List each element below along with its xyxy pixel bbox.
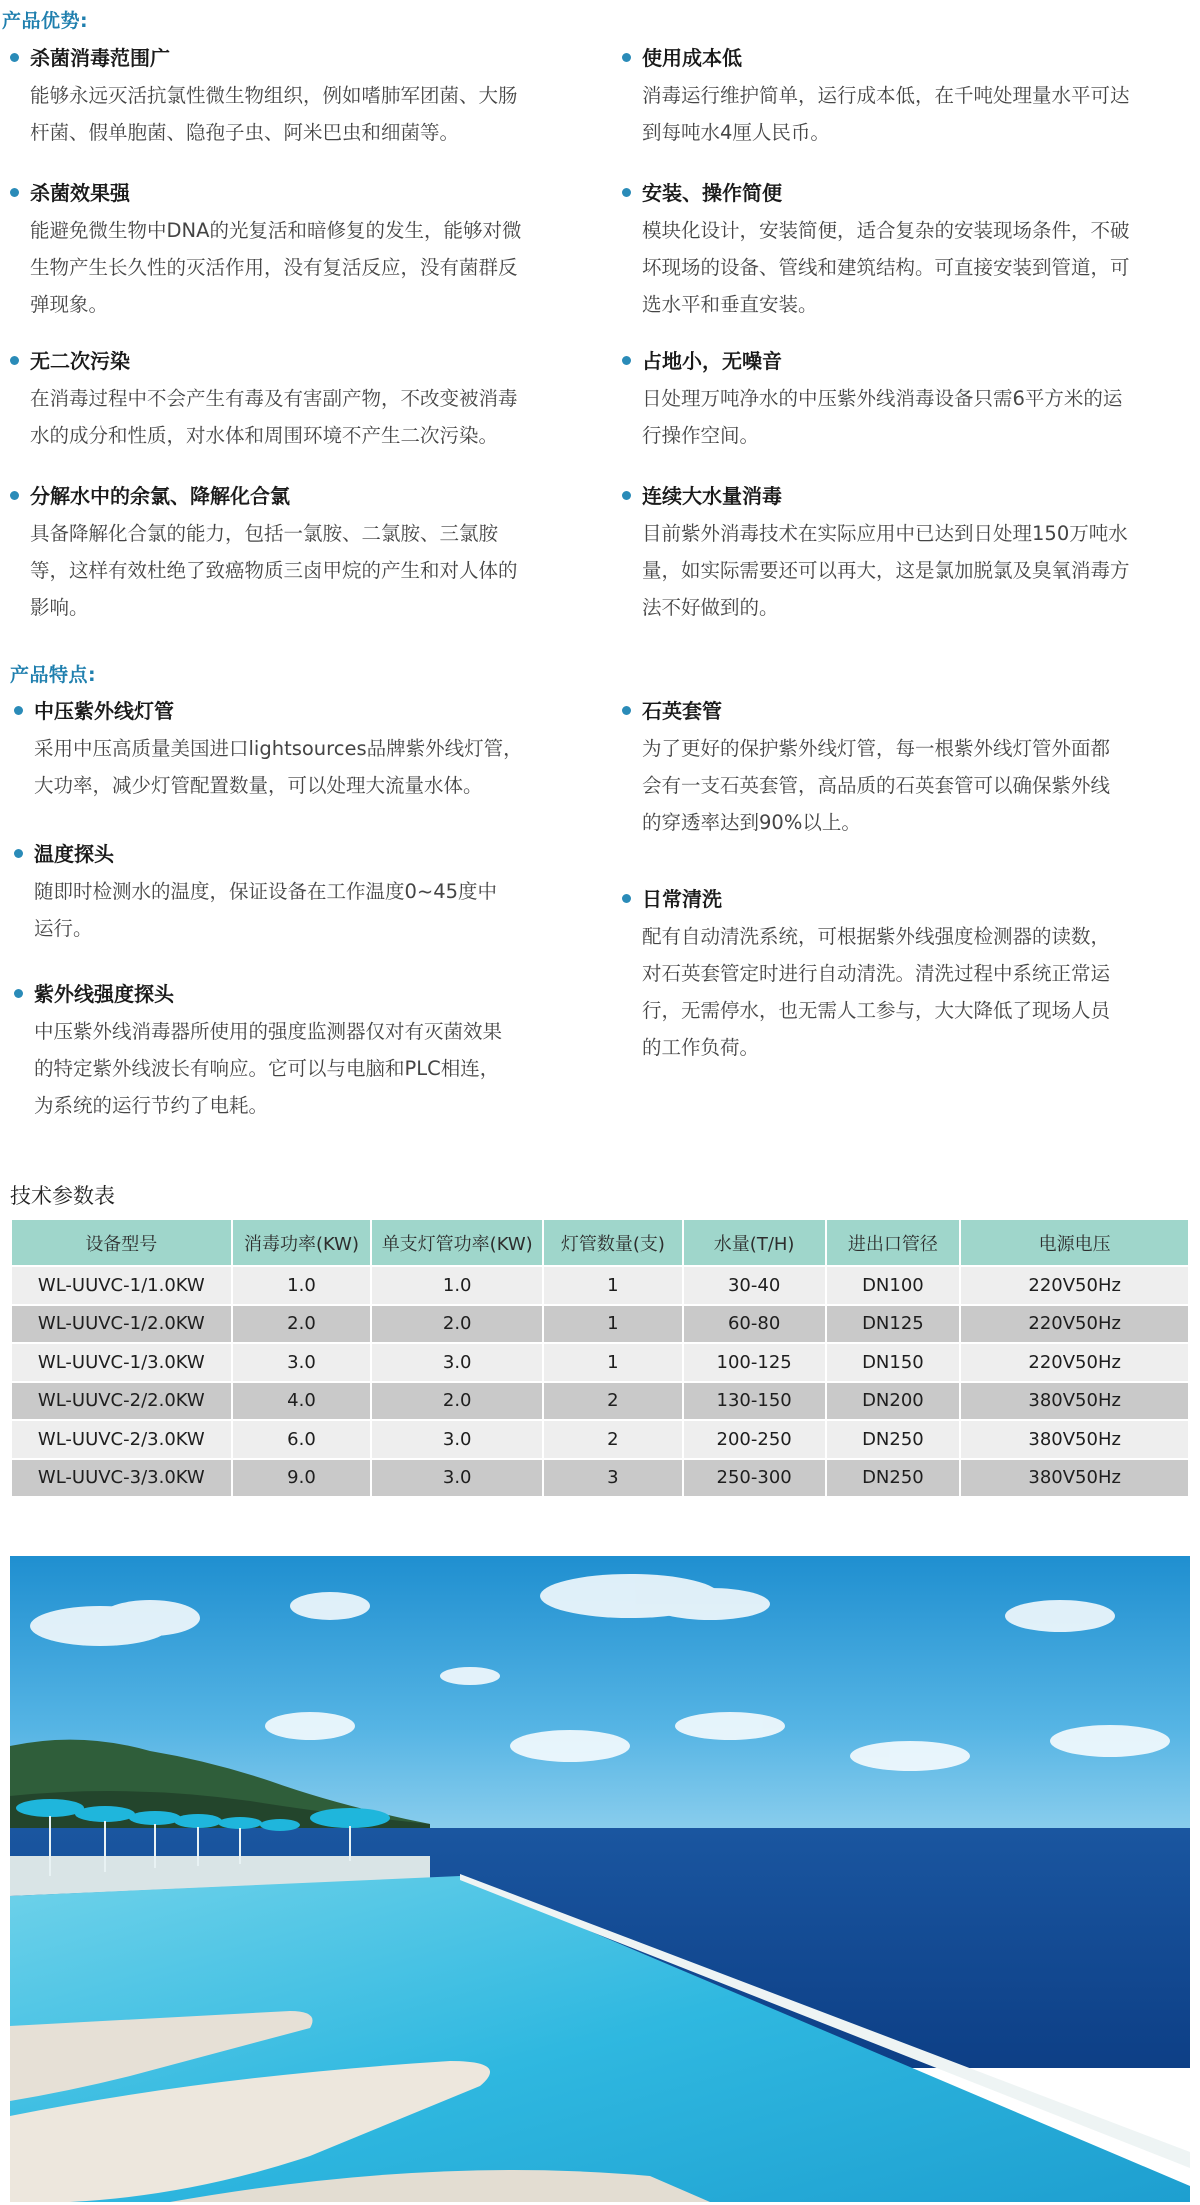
advantage-title: 杀菌消毒范围广 (6, 44, 576, 72)
table-cell: 3.0 (371, 1420, 543, 1459)
advantages-heading: 产品优势: (2, 10, 89, 32)
bullet-icon (14, 989, 23, 998)
advantage-title: 占地小，无噪音 (618, 347, 1188, 375)
bullet-icon (622, 53, 631, 62)
table-cell: 220V50Hz (960, 1305, 1189, 1344)
advantage-item (6, 179, 576, 323)
table-cell: DN200 (826, 1382, 961, 1421)
table-cell: 380V50Hz (960, 1459, 1189, 1498)
feature-desc: 为了更好的保护紫外线灯管，每一根紫外线灯管外面都 会有一支石英套管，高品质的石英套管可以确保紫外线 的穿透率达到90%以上。 (642, 737, 1111, 834)
advantage-desc: 日处理万吨净水的中压紫外线消毒设备只需6平方米的运 行操作空间。 (642, 387, 1123, 447)
table-cell: 220V50Hz (960, 1343, 1189, 1382)
column-header: 灯管数量(支) (543, 1219, 683, 1266)
feature-item (618, 697, 1188, 841)
bullet-icon (14, 849, 23, 858)
feature-item (10, 840, 580, 947)
advantage-title: 无二次污染 (6, 347, 576, 375)
bullet-icon (622, 706, 631, 715)
bullet-icon (622, 188, 631, 197)
table-cell: 2 (543, 1420, 683, 1459)
advantage-item (6, 482, 576, 626)
feature-desc: 中压紫外线消毒器所使用的强度监测器仅对有灭菌效果 的特定紫外线波长有响应。它可以与电脑和PLC相连， 为系统的运行节约了电耗。 (34, 1020, 503, 1117)
advantage-title: 杀菌效果强 (6, 179, 576, 207)
advantage-desc: 能避免微生物中DNA的光复活和暗修复的发生，能够对微 生物产生长久性的灭活作用，没有复活反应，没有菌群反 弹现象。 (30, 219, 522, 316)
column-header: 电源电压 (960, 1219, 1189, 1266)
advantage-desc: 能够永远灭活抗氯性微生物组织，例如嗜肺军团菌、大肠 杆菌、假单胞菌、隐孢子虫、阿米巴虫和细菌等。 (30, 84, 518, 144)
table-row (11, 1420, 1189, 1459)
table-cell: 3.0 (232, 1343, 372, 1382)
advantage-title: 连续大水量消毒 (618, 482, 1188, 510)
advantage-item (618, 44, 1188, 151)
column-header: 水量(T/H) (683, 1219, 826, 1266)
table-cell: 30-40 (683, 1266, 826, 1305)
advantage-item (618, 482, 1188, 626)
table-row (11, 1382, 1189, 1421)
table-cell: 220V50Hz (960, 1266, 1189, 1305)
column-header: 设备型号 (11, 1219, 232, 1266)
advantage-item (6, 44, 576, 151)
advantage-item (6, 347, 576, 454)
advantage-desc: 模块化设计，安装简便，适合复杂的安装现场条件，不破 坏现场的设备、管线和建筑结构。可直接安装到管道，可 选水平和垂直安装。 (642, 219, 1130, 316)
table-cell: WL-UUVC-1/3.0KW (11, 1343, 232, 1382)
column-header: 单支灯管功率(KW) (371, 1219, 543, 1266)
bullet-icon (14, 706, 23, 715)
column-header: 消毒功率(KW) (232, 1219, 372, 1266)
table-cell: 380V50Hz (960, 1420, 1189, 1459)
spec-table-title: 技术参数表 (10, 1184, 115, 1208)
feature-desc: 随即时检测水的温度，保证设备在工作温度0~45度中 运行。 (34, 880, 498, 940)
table-cell: 2.0 (232, 1305, 372, 1344)
bullet-icon (622, 356, 631, 365)
table-cell: DN250 (826, 1420, 961, 1459)
feature-item (10, 980, 580, 1124)
feature-title: 石英套管 (618, 697, 1188, 725)
advantage-item (618, 347, 1188, 454)
table-header-row (11, 1219, 1189, 1266)
advantage-item (618, 179, 1188, 323)
feature-title: 温度探头 (10, 840, 580, 868)
table-cell: 3 (543, 1459, 683, 1498)
feature-title: 紫外线强度探头 (10, 980, 580, 1008)
column-header: 进出口管径 (826, 1219, 961, 1266)
bullet-icon (622, 491, 631, 500)
infinity-pool-illustration (10, 1556, 1190, 2202)
table-cell: 1 (543, 1343, 683, 1382)
advantage-title: 安装、操作简便 (618, 179, 1188, 207)
table-cell: 100-125 (683, 1343, 826, 1382)
table-cell: 1.0 (371, 1266, 543, 1305)
feature-title: 日常清洗 (618, 885, 1188, 913)
spec-table (10, 1218, 1190, 1498)
table-cell: 2.0 (371, 1382, 543, 1421)
bullet-icon (622, 894, 631, 903)
feature-item (10, 697, 580, 804)
bullet-icon (10, 188, 19, 197)
table-cell: 1.0 (232, 1266, 372, 1305)
table-cell: DN250 (826, 1459, 961, 1498)
table-cell: 380V50Hz (960, 1382, 1189, 1421)
table-cell: 3.0 (371, 1343, 543, 1382)
table-cell: WL-UUVC-1/1.0KW (11, 1266, 232, 1305)
feature-desc: 配有自动清洗系统，可根据紫外线强度检测器的读数， 对石英套管定时进行自动清洗。清洗过程中系统正常运 行，无需停水，也无需人工参与，大大降低了现场人员 的工作负荷。 (642, 925, 1111, 1059)
table-row (11, 1305, 1189, 1344)
table-cell: 2 (543, 1382, 683, 1421)
bullet-icon (10, 53, 19, 62)
table-row (11, 1343, 1189, 1382)
advantage-desc: 具备降解化合氯的能力，包括一氯胺、二氯胺、三氯胺 等，这样有效杜绝了致癌物质三卤甲烷的产生和对人体的 影响。 (30, 522, 518, 619)
advantage-desc: 消毒运行维护简单，运行成本低，在千吨处理量水平可达 到每吨水4厘人民币。 (642, 84, 1130, 144)
features-heading: 产品特点: (10, 664, 97, 686)
table-cell: 2.0 (371, 1305, 543, 1344)
table-row (11, 1266, 1189, 1305)
table-cell: 4.0 (232, 1382, 372, 1421)
pool-photo (10, 1556, 1190, 2202)
table-cell: 60-80 (683, 1305, 826, 1344)
table-cell: DN100 (826, 1266, 961, 1305)
feature-item (618, 885, 1188, 1066)
feature-title: 中压紫外线灯管 (10, 697, 580, 725)
table-row (11, 1459, 1189, 1498)
table-cell: WL-UUVC-1/2.0KW (11, 1305, 232, 1344)
table-cell: DN150 (826, 1343, 961, 1382)
table-cell: 9.0 (232, 1459, 372, 1498)
table-cell: 1 (543, 1305, 683, 1344)
table-cell: WL-UUVC-3/3.0KW (11, 1459, 232, 1498)
advantage-title: 使用成本低 (618, 44, 1188, 72)
table-cell: WL-UUVC-2/3.0KW (11, 1420, 232, 1459)
table-cell: DN125 (826, 1305, 961, 1344)
table-cell: 1 (543, 1266, 683, 1305)
feature-desc: 采用中压高质量美国进口lightsources品牌紫外线灯管， 大功率，减少灯管配置数量，可以处理大流量水体。 (34, 737, 523, 797)
advantage-desc: 在消毒过程中不会产生有毒及有害副产物，不改变被消毒 水的成分和性质，对水体和周围环境不产生二次污染。 (30, 387, 518, 447)
advantage-title: 分解水中的余氯、降解化合氯 (6, 482, 576, 510)
table-cell: 250-300 (683, 1459, 826, 1498)
bullet-icon (10, 491, 19, 500)
table-cell: WL-UUVC-2/2.0KW (11, 1382, 232, 1421)
table-cell: 3.0 (371, 1459, 543, 1498)
table-cell: 130-150 (683, 1382, 826, 1421)
table-cell: 6.0 (232, 1420, 372, 1459)
table-cell: 200-250 (683, 1420, 826, 1459)
bullet-icon (10, 356, 19, 365)
advantage-desc: 目前紫外消毒技术在实际应用中已达到日处理150万吨水 量，如实际需要还可以再大，这是氯加脱氯及臭氧消毒方 法不好做到的。 (642, 522, 1130, 619)
